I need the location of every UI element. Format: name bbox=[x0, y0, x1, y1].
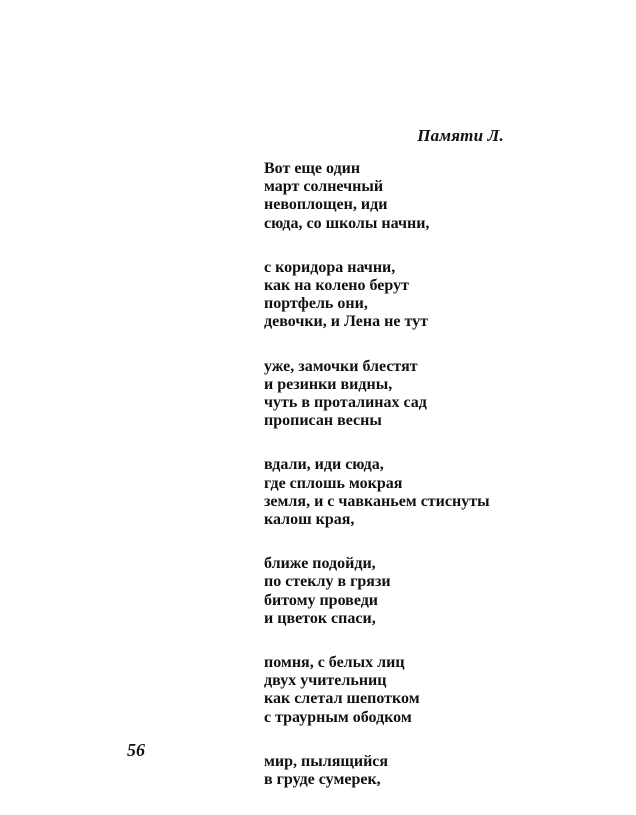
stanza bbox=[264, 753, 604, 789]
poem-line: и резинки видны, bbox=[264, 375, 393, 393]
poem-line: где сплошь мокрая bbox=[264, 474, 403, 492]
poem-line: с коридора начни, bbox=[264, 258, 396, 276]
stanza bbox=[264, 358, 604, 431]
stanza bbox=[264, 160, 604, 233]
poem-line: Вот еще один bbox=[264, 160, 361, 177]
poem-line: мир, пылящийся bbox=[264, 752, 389, 770]
poem-line: как слетал шепотком bbox=[264, 690, 420, 708]
poem-line: уже, замочки блестят bbox=[264, 357, 418, 375]
poem-line: прописан весны bbox=[264, 412, 382, 430]
poem-line: портфель они, bbox=[264, 295, 368, 313]
poem-line: как на колено берут bbox=[264, 277, 409, 295]
poem-line: двух учительниц bbox=[264, 672, 387, 690]
poem-line: с траурным ободком bbox=[264, 708, 412, 726]
stanza bbox=[264, 555, 604, 628]
poem-line: ближе подойди, bbox=[264, 555, 376, 573]
poem-line: и цветок спаси, bbox=[264, 609, 376, 627]
stanza bbox=[264, 654, 604, 727]
page-number: 56 bbox=[127, 740, 145, 760]
poem-line: невоплощен, иди bbox=[264, 196, 388, 214]
poem-line: девочки, и Лена не тут bbox=[264, 313, 428, 331]
stanza bbox=[264, 456, 604, 529]
poem-line: март солнечный bbox=[264, 178, 384, 196]
poem-line: вдали, иди сюда, bbox=[264, 456, 384, 474]
poem-line: сюда, со школы начни, bbox=[264, 214, 430, 232]
poem-line: в груде сумерек, bbox=[264, 771, 381, 789]
poem-line: чуть в проталинах сад bbox=[264, 394, 427, 412]
poem-line: помня, с белых лиц bbox=[264, 654, 405, 672]
poem-line: земля, и с чавканьем стиснуты bbox=[264, 492, 490, 510]
dedication: Памяти Л. bbox=[417, 126, 504, 145]
poem bbox=[264, 160, 604, 815]
stanza bbox=[264, 259, 604, 332]
poem-line: калош края, bbox=[264, 511, 355, 529]
poem-line: битому проведи bbox=[264, 591, 379, 609]
poem-line: по стеклу в грязи bbox=[264, 573, 391, 591]
